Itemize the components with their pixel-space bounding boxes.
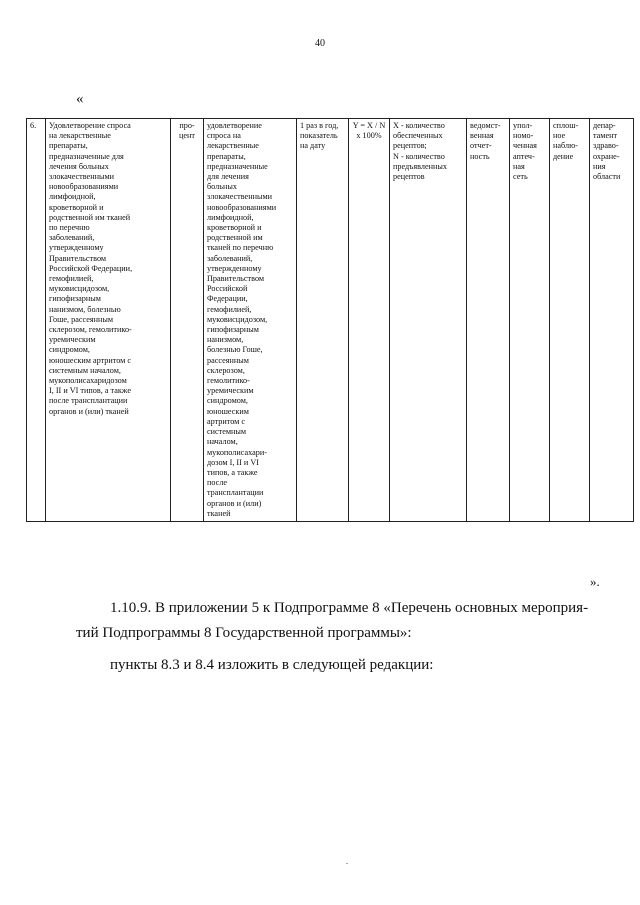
unit-cell: про- цент: [171, 119, 204, 522]
paragraph-line-1: 1.10.9. В приложении 5 к Подпрограмме 8 «Перечень основных мероприя-: [110, 600, 589, 616]
paragraph-line-2: тий Подпрограммы 8 Государственной программы»:: [76, 625, 412, 641]
responsible-cell: депар- тамент здраво- охране- ния области: [590, 119, 634, 522]
closing-quote-mark: ».: [590, 574, 600, 589]
indicator-name-cell: Удовлетворение спроса на лекарственные препараты, предназначенные для лечения больных злокачественными новообразованиями лимфоидной, кроветворной и родственной им тканей по перечню заболеваний, утвержденному Правительством Российской Федерации, гемофилией, муковисцидозом, гипофизарным нанизмом, болезнью Гоше, рассеянным склерозом, гемолитико- уремическим синдромом, юношеским артритом с системным началом, мукополисахаридозом I, II и VI типов, а также после трансплантации органов и (или) тканей: [46, 119, 171, 522]
page-number: 40: [315, 38, 325, 49]
formula-cell: Y = X / N x 100%: [349, 119, 390, 522]
observation-cell: сплош- ное наблю- дение: [550, 119, 590, 522]
table-row: [27, 119, 634, 522]
periodicity-cell: 1 раз в год, показатель на дату: [297, 119, 349, 522]
definition-cell: удовлетворение спроса на лекарственные препараты, предназначенные для лечения больных злокачественными новообразованиями лимфоидной, кроветворной и родственной им тканей по перечню заболеваний, утвержденному Правительством Российской Федерации, гемофилией, муковисцидозом, гипофизарным нанизмом, болезнью Гоше, рассеянным склерозом, гемолитико- уремическим синдромом, юношеским артритом с системным началом, мукополисахари- дозом I, II и VI типов, а также после трансплантации органов и (или) тканей: [204, 119, 297, 522]
row-number-cell: 6.: [27, 119, 46, 522]
indicator-table: [26, 118, 634, 522]
footer-mark: .: [346, 857, 348, 866]
source-cell: упол- номо- ченная аптеч- ная сеть: [510, 119, 550, 522]
opening-quote-mark: «: [76, 91, 84, 107]
method-cell: ведомст- венная отчет- ность: [467, 119, 510, 522]
variables-cell: X - количество обеспеченных рецептов; N - количество предъявленных рецептов: [390, 119, 467, 522]
paragraph-line-3: пункты 8.3 и 8.4 изложить в следующей редакции:: [110, 657, 434, 673]
